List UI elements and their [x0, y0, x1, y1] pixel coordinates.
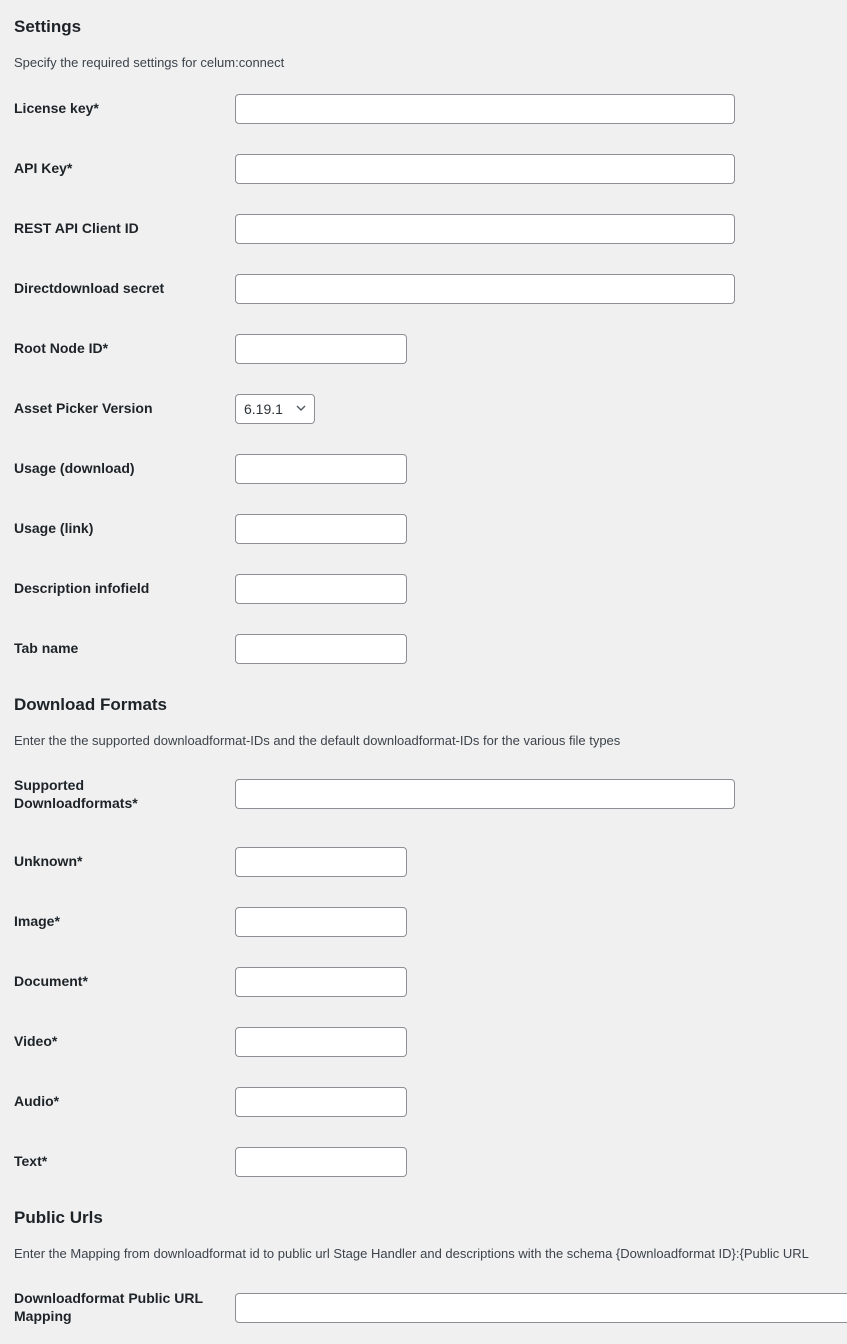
supported-downloadformats-label — [14, 776, 219, 812]
audio-label: Audio* — [14, 1093, 60, 1109]
text-label: Text* — [14, 1153, 48, 1169]
public-urls-heading: Public Urls — [14, 1208, 103, 1227]
public-urls-description: Enter the Mapping from downloadformat id to public url Stage Handler and descriptions with the schema {Downloadformat ID}:{Public URL — [14, 1246, 809, 1261]
supported-downloadformats-input[interactable] — [235, 779, 735, 809]
rest-client-id-label: REST API Client ID — [14, 220, 139, 236]
asset-picker-version-label: Asset Picker Version — [14, 400, 153, 416]
description-infofield-label: Description infofield — [14, 580, 150, 596]
api-key-label: API Key* — [14, 160, 73, 176]
unknown-label: Unknown* — [14, 853, 83, 869]
usage-download-label: Usage (download) — [14, 460, 135, 476]
license-key-label: License key* — [14, 100, 99, 116]
public-url-mapping-input[interactable] — [235, 1293, 847, 1323]
video-label: Video* — [14, 1033, 58, 1049]
root-node-id-label: Root Node ID* — [14, 340, 109, 356]
download-formats-description: Enter the the supported downloadformat-IDs and the default downloadformat-IDs for the various file types — [14, 733, 621, 748]
video-input[interactable] — [235, 1027, 407, 1057]
description-infofield-input[interactable] — [235, 574, 407, 604]
asset-picker-version-select[interactable] — [235, 394, 315, 424]
mapping-label-line1: Downloadformat Public URL — [14, 1290, 203, 1306]
usage-download-input[interactable] — [235, 454, 407, 484]
api-key-input[interactable] — [235, 154, 735, 184]
text-input[interactable] — [235, 1147, 407, 1177]
audio-input[interactable] — [235, 1087, 407, 1117]
download-formats-heading: Download Formats — [14, 695, 168, 714]
root-node-id-input[interactable] — [235, 334, 407, 364]
mapping-label-line2: Mapping — [14, 1308, 72, 1324]
document-input[interactable] — [235, 967, 407, 997]
unknown-input[interactable] — [235, 847, 407, 877]
asset-picker-version-value: 6.19.1 — [244, 401, 283, 417]
image-label: Image* — [14, 913, 60, 929]
usage-link-input[interactable] — [235, 514, 407, 544]
supported-label-line2: Downloadformats* — [14, 795, 138, 811]
tab-name-input[interactable] — [235, 634, 407, 664]
tab-name-label: Tab name — [14, 640, 79, 656]
settings-heading: Settings — [14, 17, 82, 36]
settings-description: Specify the required settings for celum:connect — [14, 55, 285, 70]
chevron-down-icon — [296, 404, 306, 412]
public-url-mapping-label — [14, 1289, 219, 1325]
document-label: Document* — [14, 973, 88, 989]
image-input[interactable] — [235, 907, 407, 937]
license-key-input[interactable] — [235, 94, 735, 124]
supported-label-line1: Supported — [14, 777, 84, 793]
usage-link-label: Usage (link) — [14, 520, 94, 536]
directdownload-secret-label: Directdownload secret — [14, 280, 165, 296]
rest-client-id-input[interactable] — [235, 214, 735, 244]
directdownload-secret-input[interactable] — [235, 274, 735, 304]
